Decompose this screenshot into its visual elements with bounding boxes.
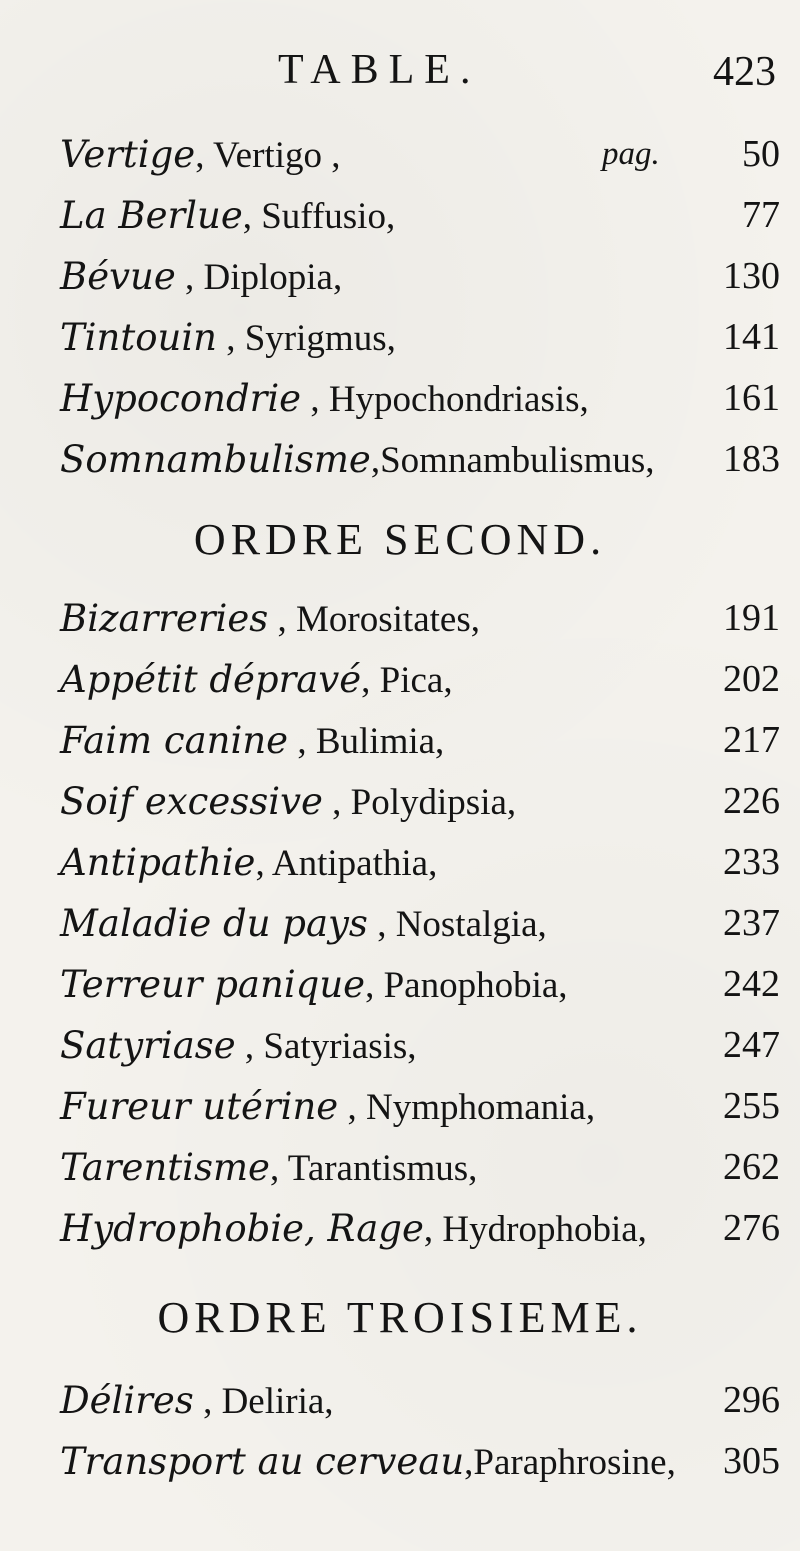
entry-separator: ,	[464, 1442, 474, 1483]
entry-page: 77	[742, 194, 780, 236]
entry-separator: ,	[301, 379, 329, 420]
page-number: 423	[713, 49, 776, 95]
entry-french: Vertige	[60, 133, 196, 176]
entry-separator: ,	[338, 1087, 366, 1128]
entry-separator: ,	[322, 782, 351, 823]
entry-french: Tintouin	[60, 316, 217, 359]
entry-separator: ,	[195, 135, 214, 176]
entry-separator: ,	[370, 440, 381, 481]
entry-names	[60, 246, 342, 308]
entry-separator: ,	[255, 843, 272, 884]
table-row	[0, 124, 800, 185]
table-row	[0, 246, 800, 307]
entry-page: 217	[723, 719, 780, 761]
entry-french: Tarentisme	[60, 1146, 270, 1189]
entries-third-order	[0, 1370, 800, 1492]
entry-latin: Panophobia,	[383, 965, 568, 1006]
entry-french: Faim canine	[60, 719, 289, 762]
table-row	[0, 368, 800, 429]
entry-latin: Morositates,	[296, 599, 480, 640]
entry-latin: Paraphrosine,	[473, 1442, 676, 1483]
entry-page: 305	[723, 1440, 780, 1482]
table-row	[0, 1431, 800, 1492]
table-row	[0, 307, 800, 368]
entry-page: 183	[723, 438, 780, 480]
entry-names	[60, 1137, 477, 1199]
entry-page: 50	[742, 133, 780, 175]
entry-french: Soif excessive	[60, 780, 323, 823]
entry-latin: Suffusio,	[261, 196, 396, 237]
entry-page: 237	[723, 902, 780, 944]
entry-latin: Nymphomania,	[365, 1087, 596, 1128]
entry-latin: Diplopia,	[203, 257, 343, 298]
table-row	[0, 832, 800, 893]
entry-latin: Polydipsia,	[350, 782, 517, 823]
entry-names	[60, 771, 516, 833]
entry-latin: Syrigmus,	[244, 318, 396, 359]
entry-page: 226	[723, 780, 780, 822]
entry-separator: ,	[235, 1026, 264, 1067]
page-title: TABLE.	[278, 47, 481, 93]
table-row	[0, 1198, 800, 1259]
entry-names	[60, 649, 453, 711]
entry-names	[60, 954, 568, 1016]
section-heading: ORDRE SECOND.	[193, 515, 607, 564]
table-row	[0, 1076, 800, 1137]
entry-french: Hypocondrie	[60, 377, 302, 420]
entries-first-order	[0, 124, 800, 490]
entry-latin: Bulimia,	[315, 721, 445, 762]
entry-french: Transport au cerveau	[60, 1440, 465, 1483]
entry-names	[60, 185, 395, 247]
entry-page: 247	[723, 1024, 780, 1066]
entry-names	[60, 124, 340, 186]
table-row	[0, 185, 800, 246]
entry-separator: ,	[288, 721, 316, 762]
table-row	[0, 710, 800, 771]
entry-separator: ,	[361, 660, 380, 701]
entry-latin: Hypochondriasis,	[328, 379, 589, 420]
entry-latin: Nostalgia,	[395, 904, 547, 945]
table-row	[0, 429, 800, 490]
table-row	[0, 1015, 800, 1076]
entry-names	[60, 588, 480, 650]
entry-page: 276	[723, 1207, 780, 1249]
entry-names	[60, 307, 396, 369]
entry-latin: Antipathia,	[271, 843, 438, 884]
entry-french: Fureur utérine	[60, 1085, 339, 1128]
entry-latin: Tarantismus,	[287, 1148, 478, 1189]
entry-french: Bizarreries	[60, 597, 269, 640]
entry-page: 255	[723, 1085, 780, 1127]
entry-names	[60, 1370, 334, 1432]
entry-names	[60, 1198, 647, 1260]
entry-french: Satyriase	[60, 1024, 236, 1067]
entry-page: 161	[723, 377, 780, 419]
entry-names	[60, 832, 437, 894]
entry-separator: ,	[193, 1381, 222, 1422]
entry-french: Appétit dépravé	[60, 658, 362, 701]
entries-second-order	[0, 588, 800, 1259]
table-row	[0, 893, 800, 954]
entry-latin: Pica,	[379, 660, 453, 701]
table-row	[0, 1370, 800, 1431]
entry-french: La Berlue	[60, 194, 243, 237]
entry-separator: ,	[175, 257, 204, 298]
entry-page: 233	[723, 841, 780, 883]
entry-french: Maladie du pays	[60, 902, 368, 945]
entry-french: Somnambulisme	[60, 438, 371, 481]
table-row	[0, 649, 800, 710]
entry-separator: ,	[242, 196, 262, 237]
entry-separator: ,	[216, 318, 245, 359]
entry-separator: ,	[367, 904, 396, 945]
entry-page: 130	[723, 255, 780, 297]
entry-names	[60, 893, 547, 955]
page-header	[0, 46, 800, 106]
entry-french: Hydrophobie, Rage	[60, 1207, 424, 1250]
entry-page: 262	[723, 1146, 780, 1188]
entry-page: 202	[723, 658, 780, 700]
entry-latin: Hydrophobia,	[442, 1209, 647, 1250]
entry-names	[60, 1076, 595, 1138]
entry-separator: ,	[365, 965, 384, 1006]
entry-latin: Somnambulismus,	[380, 440, 655, 481]
entry-latin: Deliria,	[221, 1381, 334, 1422]
entry-page: 191	[723, 597, 780, 639]
table-row	[0, 588, 800, 649]
table-row	[0, 1137, 800, 1198]
entry-names	[60, 368, 589, 430]
entry-names	[60, 1431, 676, 1493]
entry-names	[60, 710, 444, 772]
entry-french: Délires	[60, 1379, 194, 1422]
table-row	[0, 954, 800, 1015]
entry-latin: Satyriasis,	[263, 1026, 417, 1067]
entry-french: Antipathie	[60, 841, 256, 884]
entry-french: Terreur panique	[60, 963, 366, 1006]
entry-separator: ,	[423, 1209, 443, 1250]
entry-separator: ,	[269, 1148, 288, 1189]
entry-names	[60, 1015, 417, 1077]
entry-separator: ,	[268, 599, 297, 640]
section-heading: ORDRE TROISIEME.	[157, 1293, 643, 1342]
entry-page: 141	[723, 316, 780, 358]
page-abbreviation: pag.	[602, 136, 660, 172]
table-row	[0, 771, 800, 832]
entry-page: 296	[723, 1379, 780, 1421]
entry-page: 242	[723, 963, 780, 1005]
entry-latin: Vertigo ,	[213, 135, 341, 176]
entry-names	[60, 429, 655, 491]
entry-french: Bévue	[60, 255, 176, 298]
